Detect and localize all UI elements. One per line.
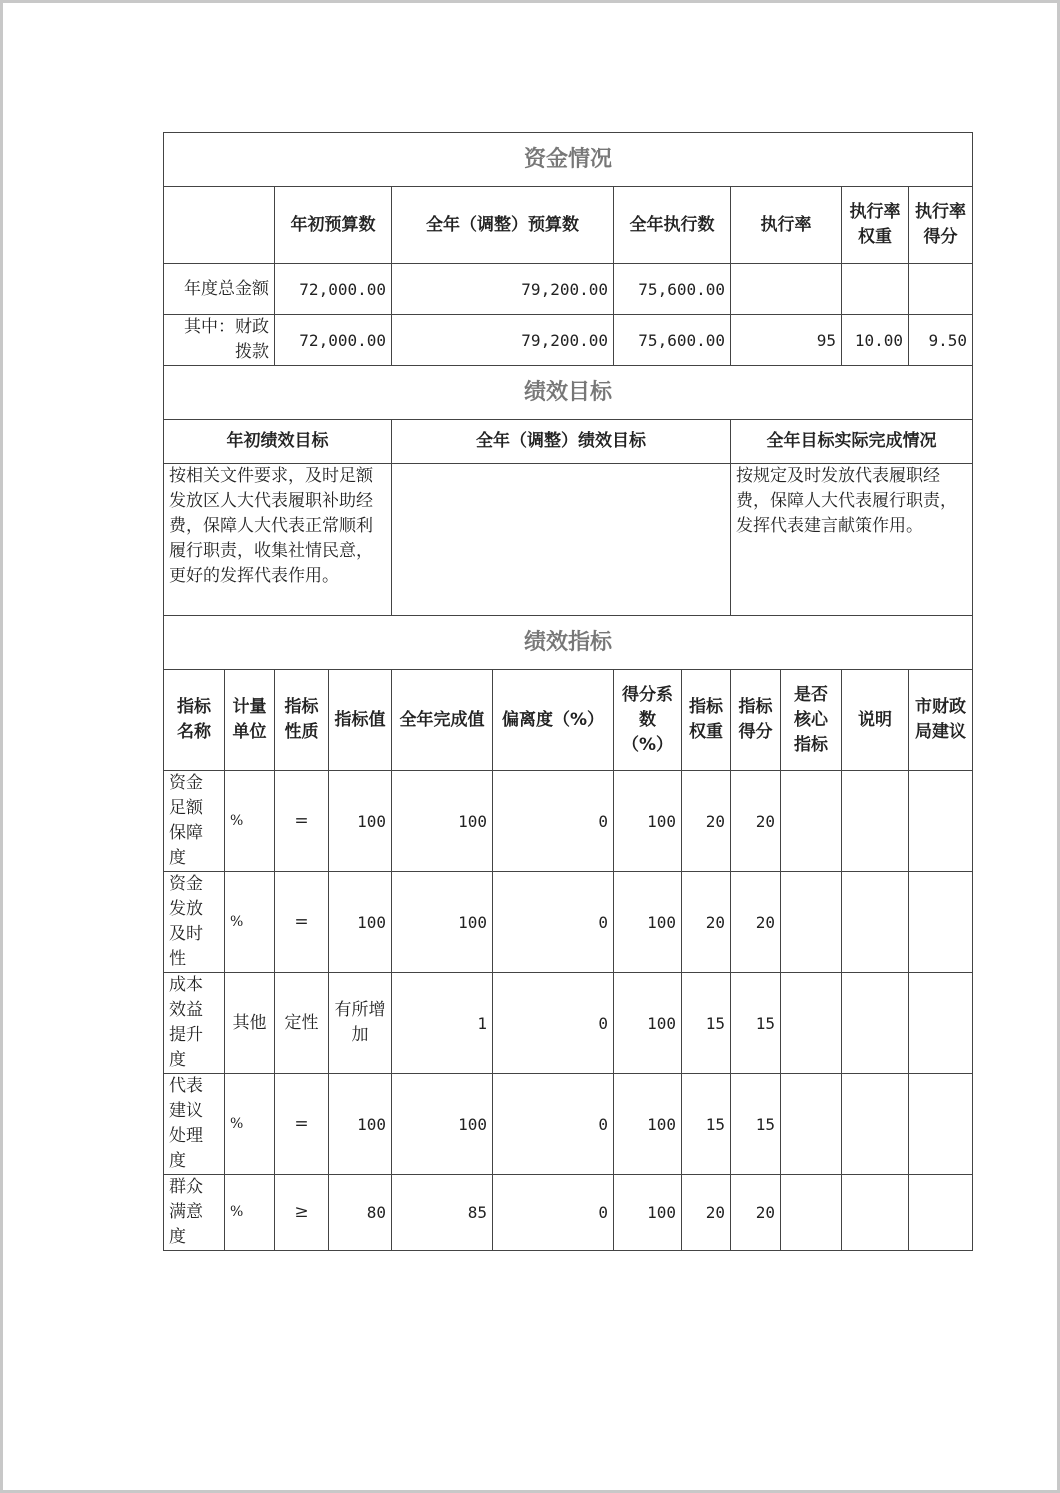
ind-weight: 20: [682, 771, 731, 872]
ind-note: [842, 973, 909, 1074]
ind-name: 成本效益提升度: [164, 973, 225, 1074]
ind-target: 100: [329, 1074, 392, 1175]
ind-header-score: 指标得分: [731, 670, 781, 771]
ind-name: 代表建议处理度: [164, 1074, 225, 1175]
ind-score: 20: [731, 872, 781, 973]
ind-coef: 100: [614, 872, 682, 973]
ind-unit: %: [225, 1175, 275, 1251]
funding-row-actual: 75,600.00: [614, 315, 731, 366]
ind-weight: 15: [682, 973, 731, 1074]
ind-score: 15: [731, 1074, 781, 1175]
ind-header-core: 是否核心指标: [781, 670, 842, 771]
ind-header-target: 指标值: [329, 670, 392, 771]
funding-row: [164, 315, 973, 366]
ind-complete: 85: [392, 1175, 493, 1251]
ind-header-complete: 全年完成值: [392, 670, 493, 771]
ind-coef: 100: [614, 771, 682, 872]
ind-unit: %: [225, 1074, 275, 1175]
funding-section-title: 资金情况: [164, 133, 973, 187]
ind-nature: =: [275, 1074, 329, 1175]
ind-deviation: 0: [493, 1175, 614, 1251]
ind-unit: %: [225, 771, 275, 872]
goals-header-actual: 全年目标实际完成情况: [731, 420, 973, 464]
funding-row-rate: 95: [731, 315, 842, 366]
ind-header-note: 说明: [842, 670, 909, 771]
funding-header-actual: 全年执行数: [614, 187, 731, 264]
ind-nature: ≥: [275, 1175, 329, 1251]
ind-name: 资金发放及时性: [164, 872, 225, 973]
ind-score: 15: [731, 973, 781, 1074]
ind-note: [842, 1175, 909, 1251]
ind-header-unit: 计量单位: [225, 670, 275, 771]
funding-header-initial: 年初预算数: [275, 187, 392, 264]
ind-note: [842, 771, 909, 872]
funding-row-label: 其中：财政拨款: [164, 315, 275, 366]
ind-core: [781, 1074, 842, 1175]
ind-header-deviation: 偏离度（%）: [493, 670, 614, 771]
ind-advice: [909, 771, 973, 872]
funding-row: [164, 264, 973, 315]
ind-deviation: 0: [493, 1074, 614, 1175]
ind-target: 有所增加: [329, 973, 392, 1074]
funding-header-blank: [164, 187, 275, 264]
ind-header-coef: 得分系数（%）: [614, 670, 682, 771]
ind-core: [781, 973, 842, 1074]
funding-row-score: 9.50: [909, 315, 973, 366]
ind-target: 80: [329, 1175, 392, 1251]
ind-nature: 定性: [275, 973, 329, 1074]
indicator-row: [164, 771, 973, 872]
ind-core: [781, 771, 842, 872]
ind-name: 群众满意度: [164, 1175, 225, 1251]
indicator-row: [164, 973, 973, 1074]
ind-advice: [909, 973, 973, 1074]
indicator-row: [164, 1175, 973, 1251]
ind-coef: 100: [614, 1074, 682, 1175]
funding-header-score: 执行率得分: [909, 187, 973, 264]
funding-row-initial: 72,000.00: [275, 264, 392, 315]
ind-target: 100: [329, 771, 392, 872]
ind-unit: %: [225, 872, 275, 973]
ind-coef: 100: [614, 973, 682, 1074]
ind-nature: =: [275, 872, 329, 973]
ind-score: 20: [731, 771, 781, 872]
ind-name: 资金足额保障度: [164, 771, 225, 872]
funding-row-adjusted: 79,200.00: [392, 315, 614, 366]
ind-complete: 1: [392, 973, 493, 1074]
funding-row-weight: 10.00: [842, 315, 909, 366]
funding-row-initial: 72,000.00: [275, 315, 392, 366]
ind-advice: [909, 1175, 973, 1251]
goals-actual-text: 按规定及时发放代表履职经费，保障人大代表履行职责，发挥代表建言献策作用。: [731, 464, 973, 616]
ind-target: 100: [329, 872, 392, 973]
ind-score: 20: [731, 1175, 781, 1251]
funding-header-adjusted: 全年（调整）预算数: [392, 187, 614, 264]
ind-note: [842, 1074, 909, 1175]
indicators-section-title: 绩效指标: [164, 616, 973, 670]
funding-header-rate: 执行率: [731, 187, 842, 264]
ind-complete: 100: [392, 771, 493, 872]
indicator-row: [164, 872, 973, 973]
ind-coef: 100: [614, 1175, 682, 1251]
funding-header-weight: 执行率权重: [842, 187, 909, 264]
ind-complete: 100: [392, 1074, 493, 1175]
funding-row-label: 年度总金额: [164, 264, 275, 315]
ind-core: [781, 1175, 842, 1251]
ind-deviation: 0: [493, 872, 614, 973]
ind-weight: 15: [682, 1074, 731, 1175]
ind-deviation: 0: [493, 771, 614, 872]
funding-row-actual: 75,600.00: [614, 264, 731, 315]
funding-row-weight: [842, 264, 909, 315]
goals-initial-text: 按相关文件要求，及时足额发放区人大代表履职补助经费，保障人大代表正常顺利履行职责，收集社情民意，更好的发挥代表作用。: [164, 464, 392, 616]
ind-header-advice: 市财政局建议: [909, 670, 973, 771]
ind-header-nature: 指标性质: [275, 670, 329, 771]
ind-unit: 其他: [225, 973, 275, 1074]
ind-core: [781, 872, 842, 973]
funding-row-adjusted: 79,200.00: [392, 264, 614, 315]
indicator-row: [164, 1074, 973, 1175]
performance-table: [163, 132, 973, 1251]
funding-row-score: [909, 264, 973, 315]
ind-nature: =: [275, 771, 329, 872]
funding-row-rate: [731, 264, 842, 315]
ind-weight: 20: [682, 872, 731, 973]
ind-complete: 100: [392, 872, 493, 973]
goals-adjusted-text: [392, 464, 731, 616]
ind-weight: 20: [682, 1175, 731, 1251]
goals-section-title: 绩效目标: [164, 366, 973, 420]
ind-advice: [909, 1074, 973, 1175]
ind-header-name: 指标名称: [164, 670, 225, 771]
goals-header-initial: 年初绩效目标: [164, 420, 392, 464]
ind-deviation: 0: [493, 973, 614, 1074]
goals-header-adjusted: 全年（调整）绩效目标: [392, 420, 731, 464]
ind-note: [842, 872, 909, 973]
ind-header-weight: 指标权重: [682, 670, 731, 771]
ind-advice: [909, 872, 973, 973]
